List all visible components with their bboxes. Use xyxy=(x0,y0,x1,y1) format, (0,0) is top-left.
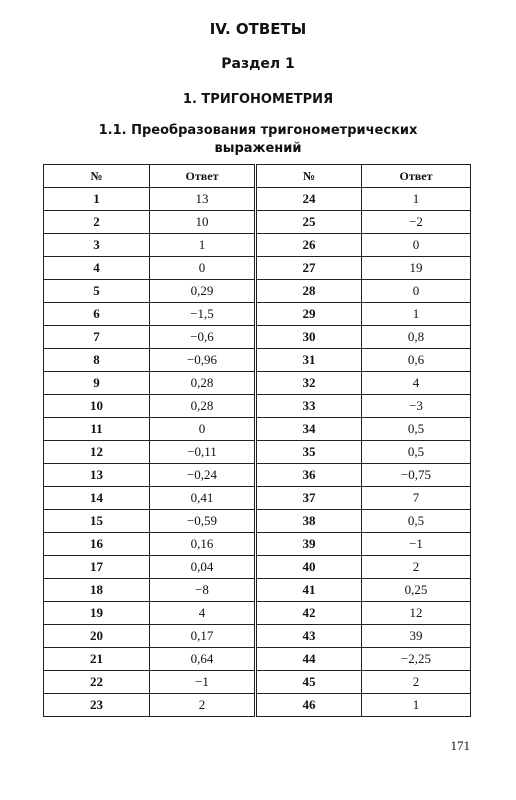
answer-right: 2 xyxy=(362,556,471,579)
topic-title: 1. ТРИГОНОМЕТРИЯ xyxy=(182,92,334,107)
answer-left: 2 xyxy=(150,694,256,717)
answer-left: −0,96 xyxy=(150,349,256,372)
table-row xyxy=(44,464,471,487)
answer-left: 0,64 xyxy=(150,648,256,671)
problem-number-right: 36 xyxy=(256,464,362,487)
problem-number-left: 13 xyxy=(44,464,150,487)
problem-number-right: 42 xyxy=(256,602,362,625)
subtopic-title-line-2: выражений xyxy=(214,141,302,156)
answer-right: −2 xyxy=(362,211,471,234)
answer-right: 7 xyxy=(362,487,471,510)
answer-right: 19 xyxy=(362,257,471,280)
table-row xyxy=(44,533,471,556)
problem-number-right: 43 xyxy=(256,625,362,648)
problem-number-left: 5 xyxy=(44,280,150,303)
problem-number-left: 19 xyxy=(44,602,150,625)
table-row xyxy=(44,602,471,625)
answer-right: 0,5 xyxy=(362,510,471,533)
answer-left: −0,24 xyxy=(150,464,256,487)
answer-left: 0,16 xyxy=(150,533,256,556)
answers-table xyxy=(43,164,471,717)
part-title: Раздел 1 xyxy=(221,56,295,72)
table-row xyxy=(44,510,471,533)
table-row xyxy=(44,625,471,648)
answer-right: −1 xyxy=(362,533,471,556)
table-row xyxy=(44,188,471,211)
answer-right: −3 xyxy=(362,395,471,418)
table-row xyxy=(44,372,471,395)
subtopic-title-line-1: 1.1. Преобразования тригонометрических xyxy=(98,123,418,138)
answer-left: 0,28 xyxy=(150,372,256,395)
problem-number-right: 30 xyxy=(256,326,362,349)
problem-number-left: 8 xyxy=(44,349,150,372)
problem-number-right: 31 xyxy=(256,349,362,372)
problem-number-right: 41 xyxy=(256,579,362,602)
problem-number-left: 14 xyxy=(44,487,150,510)
problem-number-left: 23 xyxy=(44,694,150,717)
problem-number-right: 29 xyxy=(256,303,362,326)
problem-number-left: 9 xyxy=(44,372,150,395)
answer-right: 2 xyxy=(362,671,471,694)
table-header-row xyxy=(44,165,471,188)
table-row xyxy=(44,441,471,464)
answer-left: −1,5 xyxy=(150,303,256,326)
problem-number-right: 32 xyxy=(256,372,362,395)
table-row xyxy=(44,694,471,717)
answer-left: 1 xyxy=(150,234,256,257)
problem-number-right: 38 xyxy=(256,510,362,533)
problem-number-right: 27 xyxy=(256,257,362,280)
problem-number-left: 10 xyxy=(44,395,150,418)
answer-left: 0,28 xyxy=(150,395,256,418)
problem-number-right: 28 xyxy=(256,280,362,303)
answer-right: 39 xyxy=(362,625,471,648)
table-row xyxy=(44,487,471,510)
problem-number-left: 4 xyxy=(44,257,150,280)
problem-number-right: 35 xyxy=(256,441,362,464)
table-row xyxy=(44,395,471,418)
answer-left: 0,04 xyxy=(150,556,256,579)
problem-number-right: 45 xyxy=(256,671,362,694)
header-answer-right: Ответ xyxy=(362,165,471,188)
answer-right: 1 xyxy=(362,303,471,326)
answer-right: 4 xyxy=(362,372,471,395)
answer-left: −0,6 xyxy=(150,326,256,349)
answer-right: 0,6 xyxy=(362,349,471,372)
problem-number-right: 34 xyxy=(256,418,362,441)
page-number: 171 xyxy=(450,738,470,753)
answer-right: 0,8 xyxy=(362,326,471,349)
table-row xyxy=(44,211,471,234)
problem-number-left: 22 xyxy=(44,671,150,694)
problem-number-left: 6 xyxy=(44,303,150,326)
table-row xyxy=(44,326,471,349)
section-title: IV. ОТВЕТЫ xyxy=(209,20,307,38)
table-row xyxy=(44,418,471,441)
table-row xyxy=(44,257,471,280)
header-number-right: № xyxy=(256,165,362,188)
problem-number-left: 18 xyxy=(44,579,150,602)
problem-number-left: 3 xyxy=(44,234,150,257)
answer-left: 13 xyxy=(150,188,256,211)
table-row xyxy=(44,303,471,326)
problem-number-left: 7 xyxy=(44,326,150,349)
answer-right: 0,5 xyxy=(362,441,471,464)
answer-right: −0,75 xyxy=(362,464,471,487)
table-row xyxy=(44,648,471,671)
answer-right: 0,25 xyxy=(362,579,471,602)
table-row xyxy=(44,579,471,602)
table-row xyxy=(44,556,471,579)
problem-number-left: 17 xyxy=(44,556,150,579)
header-number-left: № xyxy=(44,165,150,188)
problem-number-left: 11 xyxy=(44,418,150,441)
table-row xyxy=(44,349,471,372)
table-row xyxy=(44,234,471,257)
problem-number-right: 44 xyxy=(256,648,362,671)
problem-number-right: 25 xyxy=(256,211,362,234)
problem-number-left: 15 xyxy=(44,510,150,533)
answer-left: 0,17 xyxy=(150,625,256,648)
answer-left: 4 xyxy=(150,602,256,625)
answer-left: −0,59 xyxy=(150,510,256,533)
problem-number-right: 40 xyxy=(256,556,362,579)
problem-number-right: 46 xyxy=(256,694,362,717)
problem-number-right: 24 xyxy=(256,188,362,211)
problem-number-left: 20 xyxy=(44,625,150,648)
answer-right: 0 xyxy=(362,280,471,303)
problem-number-right: 39 xyxy=(256,533,362,556)
answer-left: −0,11 xyxy=(150,441,256,464)
table-row xyxy=(44,671,471,694)
answer-right: 1 xyxy=(362,694,471,717)
problem-number-left: 21 xyxy=(44,648,150,671)
answer-left: 0,29 xyxy=(150,280,256,303)
table-row xyxy=(44,280,471,303)
problem-number-left: 1 xyxy=(44,188,150,211)
answer-left: −8 xyxy=(150,579,256,602)
problem-number-right: 26 xyxy=(256,234,362,257)
subtopic-title xyxy=(0,122,516,158)
answer-right: −2,25 xyxy=(362,648,471,671)
answer-right: 12 xyxy=(362,602,471,625)
answer-right: 0,5 xyxy=(362,418,471,441)
header-answer-left: Ответ xyxy=(150,165,256,188)
answer-left: 10 xyxy=(150,211,256,234)
problem-number-left: 2 xyxy=(44,211,150,234)
problem-number-left: 12 xyxy=(44,441,150,464)
answer-left: 0 xyxy=(150,418,256,441)
answer-left: 0,41 xyxy=(150,487,256,510)
problem-number-right: 37 xyxy=(256,487,362,510)
answer-left: −1 xyxy=(150,671,256,694)
answer-right: 0 xyxy=(362,234,471,257)
answer-right: 1 xyxy=(362,188,471,211)
problem-number-left: 16 xyxy=(44,533,150,556)
answers-table-body xyxy=(44,188,471,717)
problem-number-right: 33 xyxy=(256,395,362,418)
answer-left: 0 xyxy=(150,257,256,280)
